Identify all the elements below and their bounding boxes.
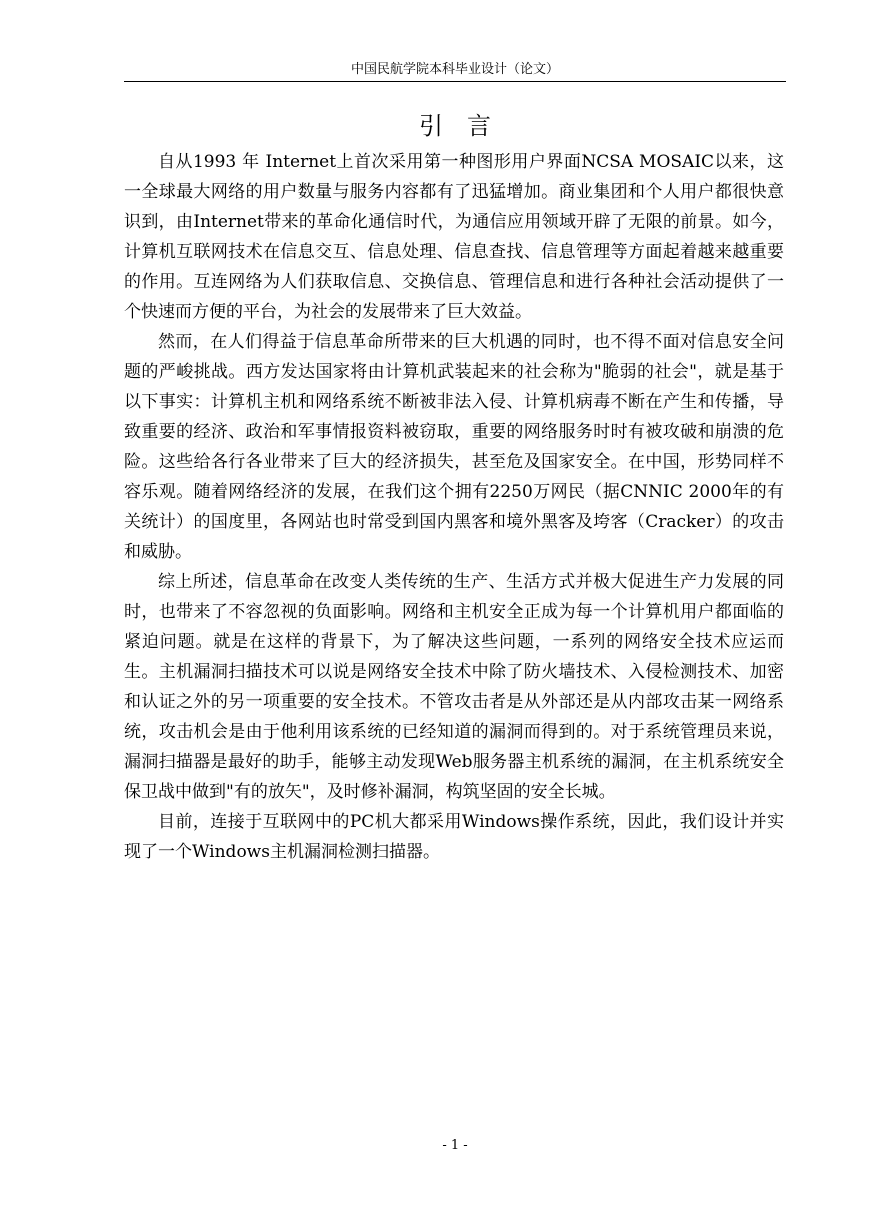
- paragraph-3: 综上所述，信息革命在改变人类传统的生产、生活方式并极大促进生产力发展的同时，也带来了不容忽视的负面影响。网络和主机安全正成为每一个计算机用户都面临的紧迫问题。就是在这样的背景下，为了解决这些问题，一系列的网络安全技术应运而生。主机漏洞扫描技术可以说是网络安全技术中除了防火墙技术、入侵检测技术、加密和认证之外的另一项重要的安全技术。不管攻击者是从外部还是从内部攻击某一网络系统，攻击机会是由于他利用该系统的已经知道的漏洞而得到的。对于系统管理员来说，漏洞扫描器是最好的助手，能够主动发现Web服务器主机系统的漏洞，在主机系统安全保卫战中做到"有的放矢"，及时修补漏洞，构筑坚固的安全长城。: [124, 572, 784, 802]
- body-text: [124, 147, 784, 867]
- running-header: 中国民航学院本科毕业设计（论文）: [350, 62, 559, 77]
- paragraph-4: 目前，连接于互联网中的PC机大都采用Windows操作系统，因此，我们设计并实现了一个Windows主机漏洞检测扫描器。: [124, 812, 784, 862]
- paragraph-2: 然而，在人们得益于信息革命所带来的巨大机遇的同时，也不得不面对信息安全问题的严峻挑战。西方发达国家将由计算机武装起来的社会称为"脆弱的社会"，就是基于以下事实：计算机主机和网络系统不断被非法入侵、计算机病毒不断在产生和传播，导致重要的经济、政治和军事情报资料被窃取，重要的网络服务时时有被攻破和崩溃的危险。这些给各行各业带来了巨大的经济损失，甚至危及国家安全。在中国，形势同样不容乐观。随着网络经济的发展，在我们这个拥有2250万网民（据CNNIC 2000年的有关统计）的国度里，各网站也时常受到国内黑客和境外黑客及垮客（Cracker）的攻击和威胁。: [124, 332, 784, 562]
- page-number: - 1 -: [442, 1138, 468, 1153]
- header-rule: [124, 81, 786, 82]
- section-title: 引言: [419, 112, 515, 140]
- paragraph-1: 自从1993 年 Internet上首次采用第一种图形用户界面NCSA MOSAIC以来，这一全球最大网络的用户数量与服务内容都有了迅猛增加。商业集团和个人用户都很快意识到，由Internet带来的革命化通信时代，为通信应用领域开辟了无限的前景。如今，计算机互联网技术在信息交互、信息处理、信息查找、信息管理等方面起着越来越重要的作用。互连网络为人们获取信息、交换信息、管理信息和进行各种社会活动提供了一个快速而方便的平台，为社会的发展带来了巨大效益。: [124, 152, 784, 322]
